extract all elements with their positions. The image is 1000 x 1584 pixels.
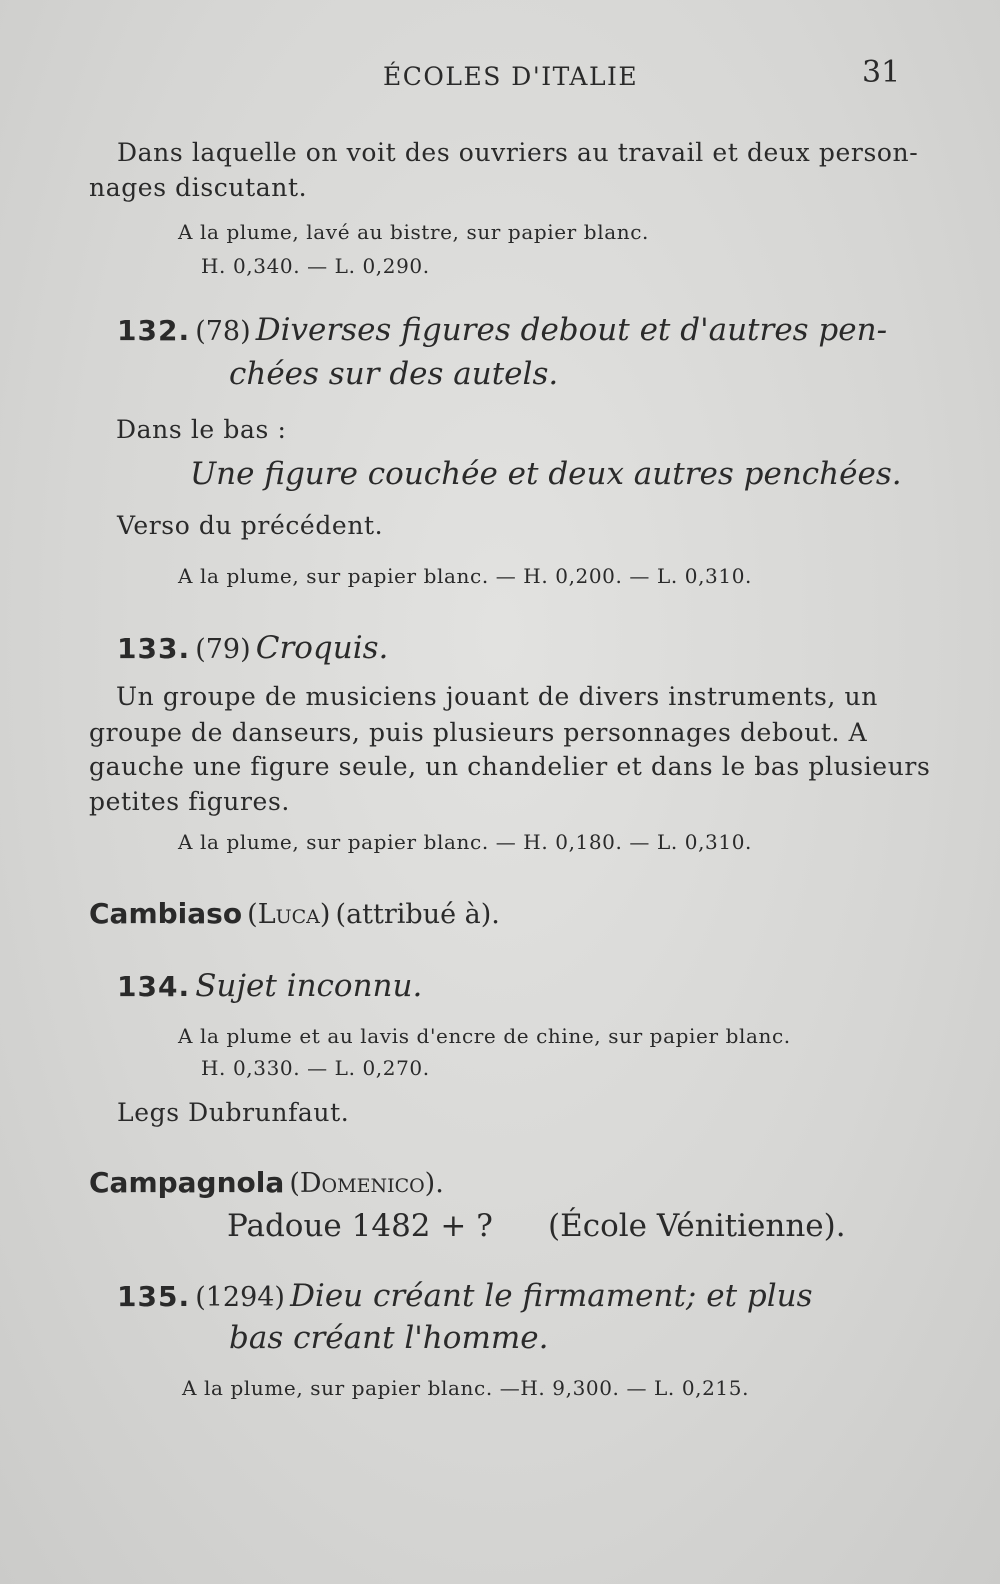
artist-first-name: (Domenico). bbox=[289, 1168, 444, 1199]
entry-133-description-line-1: Un groupe de musiciens jouant de divers instruments, un bbox=[116, 682, 878, 711]
running-title: ÉCOLES D'ITALIE bbox=[383, 62, 639, 91]
entry-title: Croquis. bbox=[255, 630, 389, 666]
entry-132-bottom-label: Dans le bas : bbox=[116, 415, 287, 444]
artist-surname: Campagnola bbox=[89, 1166, 285, 1199]
catalog-number: (78) bbox=[195, 316, 251, 347]
entry-132-title-line-2: chées sur des autels. bbox=[229, 356, 559, 392]
entry-134-provenance: Legs Dubrunfaut. bbox=[117, 1098, 350, 1127]
continuation-line-2: nages discutant. bbox=[89, 173, 308, 202]
continuation-dimensions: H. 0,340. — L. 0,290. bbox=[201, 254, 430, 278]
artist-heading-campagnola bbox=[89, 1166, 444, 1199]
artist-surname: Cambiaso bbox=[89, 897, 243, 930]
entry-132-verso: Verso du précédent. bbox=[117, 511, 384, 540]
entry-133-description-line-3: gauche une figure seule, un chandelier et dans le bas plusieurs bbox=[89, 752, 931, 781]
entry-132-technique: A la plume, sur papier blanc. — H. 0,200. — L. 0,310. bbox=[178, 564, 752, 588]
entry-133-heading bbox=[117, 630, 388, 666]
entry-number: 133. bbox=[117, 632, 191, 665]
entry-133-description-line-4: petites figures. bbox=[89, 787, 290, 816]
entry-title: Diverses figures debout et d'autres pen- bbox=[255, 312, 888, 348]
artist-birth: Padoue 1482 + ? bbox=[227, 1208, 493, 1244]
entry-133-technique: A la plume, sur papier blanc. — H. 0,180. — L. 0,310. bbox=[178, 830, 752, 854]
artist-attribution: (attribué à). bbox=[335, 899, 500, 930]
entry-number: 132. bbox=[117, 314, 191, 347]
entry-number: 135. bbox=[117, 1280, 191, 1313]
continuation-line-1: Dans laquelle on voit des ouvriers au travail et deux person- bbox=[117, 138, 919, 167]
entry-132-bottom-title: Une figure couchée et deux autres penchées. bbox=[190, 456, 902, 492]
catalog-number: (1294) bbox=[195, 1282, 285, 1313]
entry-132-heading bbox=[117, 312, 887, 348]
artist-heading-cambiaso bbox=[89, 897, 500, 930]
entry-135-title-line-2: bas créant l'homme. bbox=[229, 1320, 549, 1356]
entry-134-dimensions: H. 0,330. — L. 0,270. bbox=[201, 1056, 430, 1080]
artist-school: (École Vénitienne). bbox=[548, 1208, 846, 1244]
entry-133-description-line-2: groupe de danseurs, puis plusieurs personnages debout. A bbox=[89, 718, 868, 747]
continuation-technique: A la plume, lavé au bistre, sur papier blanc. bbox=[178, 220, 649, 244]
page-number: 31 bbox=[862, 55, 901, 90]
catalog-number: (79) bbox=[195, 634, 251, 665]
entry-134-heading bbox=[117, 968, 422, 1004]
entry-135-technique: A la plume, sur papier blanc. —H. 9,300. — L. 0,215. bbox=[182, 1376, 750, 1400]
entry-135-heading bbox=[117, 1278, 813, 1314]
entry-number: 134. bbox=[117, 970, 191, 1003]
entry-134-technique: A la plume et au lavis d'encre de chine, sur papier blanc. bbox=[178, 1024, 791, 1048]
entry-title: Sujet inconnu. bbox=[195, 968, 423, 1004]
entry-title: Dieu créant le firmament; et plus bbox=[290, 1278, 813, 1314]
artist-first-name: (Luca) bbox=[247, 899, 331, 930]
